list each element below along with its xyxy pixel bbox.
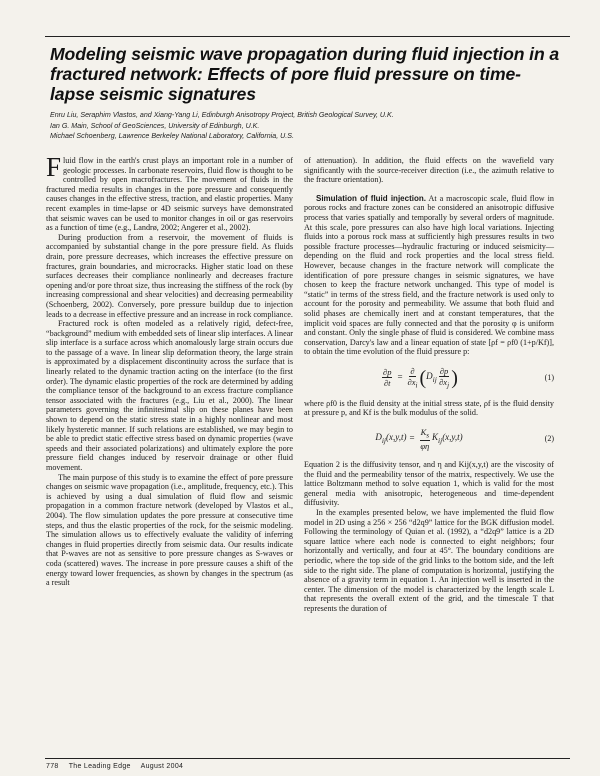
body-paragraph: In the examples presented below, we have implemented the fluid flow model in 2D using a 256 × 256 “d2q9” lattice for the BGK diffusion model. Following the terminology of Quian et al. (1992), a “d2q9” lattice is a 2D square lattice where each node is connected to eight neighbors; four horizontally and vertically, and four at 45°. The boundary conditions are periodic, where the top side of the grid links to the bottom side, and the left side to the right side. The plane of computation is horizontal, justifying the absence of a gravity term in equation 1. An injection well is inserted in the center. The dimension of the model is characterized by the length scale L that represents the overall extent of the grid, and the timescale T that represents the duration of [304,508,554,613]
body-paragraph: Equation 2 is the diffusivity tensor, and η and Kij(x,y,t) are the viscosity of the fluid and the permeability tensor of the matrix, respectively. We use the lattice Boltzmann method to solve equation 1, which is valid for the most general media with anisotropic, heterogeneous and time-dependent diffusivity. [304,460,554,508]
left-column [46,152,293,588]
equation-1-body: $\frac{\partial p}{\partial t}$ = $\frac{\partial}{\partial x_i}$ ( $D_{ij}$ $\frac{\partial p}{\partial x_j}$ ) [383,365,458,390]
bottom-rule [45,758,570,759]
equation-2-body: $D_{ij}(x,y,t)$ = $\frac{K_s}{\varphi\eta}$ $K_{ij}(x,y,t)$ [375,426,463,452]
author-line: Enru Liu, Seraphim Vlastos, and Xiang-Yang Li, Edinburgh Anisotropy Project, British Geological Survey, U.K. [50,111,394,119]
article-title: Modeling seismic wave propagation during fluid injection in a fractured network: Effects of pore fluid pressure on time-lapse seismic signatures [50,44,560,104]
right-column [304,156,554,614]
equation-1 [304,365,554,391]
top-rule [45,36,570,37]
body-paragraph: Fluid flow in the earth's crust plays an important role in a number of geologic processes. In carbonate reservoirs, fluid flow is thought to be controlled by open macrofractures. The movement of fluids in the fractured media results in changes in the pore pressure and consequently causes changes in the effective stress, traction, and elastic properties. Many recent examples in time-lapse or 4D seismic surveys have demonstrated that seismic waves can be used to monitor changes in oil or gas reservoirs as a function of time (e.g., Landrø, 2002; Angerer et al., 2002). [46,152,293,233]
section-heading: Simulation of fluid injection. [316,193,426,203]
body-paragraph: The main purpose of this study is to examine the effect of pore pressure changes on seismic wave propagation (i.e., amplitude, frequency, etc.). This is achieved by using a dual simulation of fluid flow and seismic propagation in a common fracture network (developed by Vlastos et al., 2004). The flow simulation updates the pore pressure at consecutive time steps, and thus the elastic properties of the rock, for the seismic modeling. The simulation allows us to effectively evaluate the validity of inferring changes in fluid properties directly from seismic data. Our results indicate that P-waves are not as sensitive to pore pressure changes as S-waves or coda (scattered) waves. The increase in pore pressure causes a shift of the energy toward lower frequencies, as shown by changes in the spectrum (as a result [46,472,293,588]
body-paragraph: During production from a reservoir, the movement of fluids is accompanied by substantial change in the pore pressure field. As fluids drain, pore pressure decreases, which increases the effective pressure on fractures, grain boundaries, and microcracks. Higher static load on these surfaces decreases their compliance nonlinearly and decreases fracture opening and/or pore throat size, thus increasing the stiffness of the rock (by increasing compressional and shear velocities) and decreasing permeability (Schoenberg, 2002). Conversely, pore pressure buildup due to injection leads to a decrease in effective pressure and an increase in rock compliance. [46,232,293,319]
body-paragraph: of attenuation). In addition, the fluid effects on the wavefield vary significantly with the source-receiver direction (i.e., the azimuth relative to the fracture orientation). [304,156,554,185]
issue-date: August 2004 [140,763,184,770]
section-paragraph: Simulation of fluid injection. At a macroscopic scale, fluid flow in porous rocks and fracture zones can be considered an anisotropic diffusive process that varies spatially and temporally by several orders of magnitude. At this scale, pore pressures can also have high local variations. Injecting fluids into a porous rock mass at sufficiently high pressures results in two possible fracture processes—hydraulic fracturing or induced seismicity—depending on the fluid and rock properties and the local stress field. However, because changes in the fracture network will complicate the identification of pore pressure changes in seismic signatures, we have chosen to keep the fracture network unchanged. This type of model is “static” in terms of the stress field, and the fracture network is used only to account for the porosity and permeability. We assume that both fluid and solid phases are chemically inert and at constant temperatures, that the implicit void spaces are fully connected and that the porosity φ is uniform and constant. Only the single phase of fluid is considered. We combine mass conservation, Darcy's law and a linear equation of state [ρf = ρf0 (1+p/Kf)], to obtain the time evolution of the fluid pressure p: [304,193,554,357]
author-list [50,110,555,142]
page-footer [46,763,191,770]
body-paragraph: Fractured rock is often modeled as a relatively rigid, defect-free, “background” medium with embedded sets of linear slip interfaces. A linear slip interface is a surface across which anomalously large strain occurs due to the passage of a wave. In linear slip deformation theory, the large strain is approximated by a displacement discontinuity across the surface that is linearly related to the dynamic traction acting on the interface (to the first order). The dynamic elastic properties of the rock are determined by adding the compliance tensor of the background to an excess fracture compliance tensor associated with the fractures (e.g., Liu et al., 2000). The linear parameters governing the infinitesimal slip on these planes have been shown to depend on the static stress state in a highly nonlinear and most likely hysteretic manner. If such relations are established, we may begin to be able to predict static effective stress based on dynamic properties (wave speeds and their associated polarizations) and ultimately explore the pore pressure field changes induced by reservoir drainage or other fluid movement. [46,319,293,472]
equation-2 [304,426,554,452]
page-number: 778 [46,763,59,770]
author-line: Ian G. Main, School of GeoSciences, University of Edinburgh, U.K. [50,121,260,130]
body-paragraph: where ρf0 is the fluid density at the initial stress state, ρf is the fluid density at pressure p, and Kf is the bulk modulus of the solid. [304,398,554,418]
author-line: Michael Schoenberg, Lawrence Berkeley National Laboratory, California, U.S. [50,132,294,140]
equation-2-number: (2) [544,434,554,444]
journal-name: The Leading Edge [68,763,131,770]
drop-cap: F [46,152,62,182]
equation-1-number: (1) [544,373,554,383]
